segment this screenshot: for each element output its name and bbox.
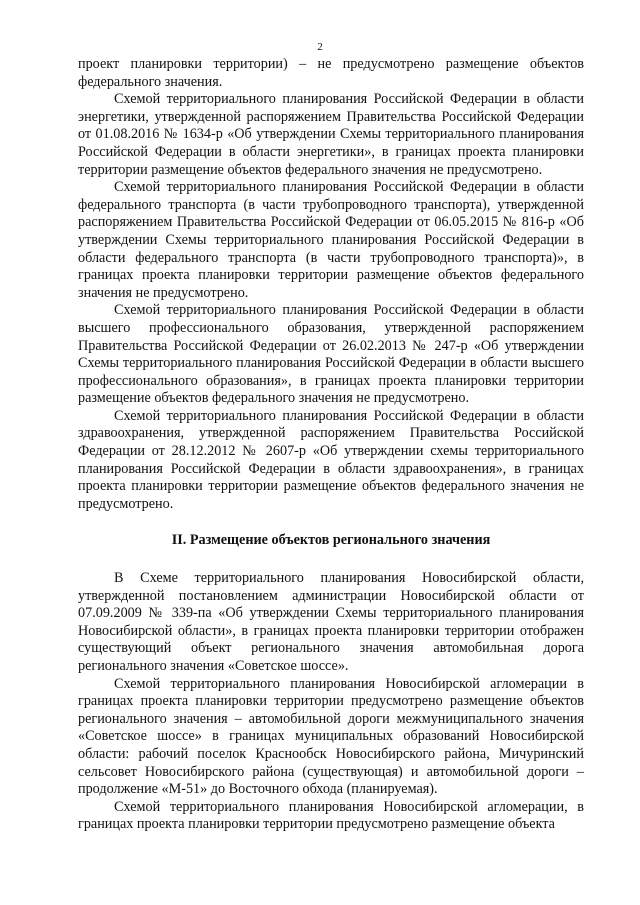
paragraph: Схемой территориального планирования Российской Федерации в области энергетики, утвержденной распоряжением Правительства Российской Федерации от 01.08.2016 № 1634-р «Об утверждении Схемы территориального планирования Российской Федерации в области энергетики», в границах проекта планировки территории размещение объектов федерального значения не предусмотрено. <box>78 91 584 178</box>
paragraph: Схемой территориального планирования Российской Федерации в области высшего профессионального образования, утвержденной распоряжением Правительства Российской Федерации от 26.02.2013 № 247-р «Об утверждении Схемы территориального планирования Российской Федерации в области высшего профессионального образования», в границах проекта планировки территории размещение объектов федерального значения не предусмотрено. <box>78 302 584 407</box>
page-number: 2 <box>317 41 323 53</box>
section-heading: II. Размещение объектов регионального значения <box>171 532 491 549</box>
document-body <box>78 56 584 834</box>
paragraph: Схемой территориального планирования Российской Федерации в области здравоохранения, утвержденной распоряжением Правительства Российской Федерации от 28.12.2012 № 2607-р «Об утверждении схемы территориального планирования Российской Федерации в области здравоохранения», в границах проекта планировки территории размещение объектов федерального значения не предусмотрено. <box>78 407 584 512</box>
paragraph: Схемой территориального планирования Новосибирской агломерации, в границах проекта планировки территории предусмотрено размещение объекта <box>78 798 584 833</box>
paragraph: Схемой территориального планирования Новосибирской агломерации в границах проекта планировки территории предусмотрено размещение объектов регионального значения – автомобильной дороги межмуниципального значения «Советское шоссе» в границах муниципальных образований Новосибирской области: рабочий поселок Краснообск Новосибирского района, Мичуринский сельсовет Новосибирского района (существующая) и автомобильной дороги – продолжение «М-51» до Восточного обхода (планируемая). <box>78 675 584 798</box>
paragraph: В Схеме территориального планирования Новосибирской области, утвержденной постановлением администрации Новосибирской области от 07.09.2009 № 339-па «Об утверждении Схемы территориального планирования Новосибирской области», в границах проекта планировки территории отображен существующий объект регионального значения автомобильная дорога регионального значения «Советское шоссе». <box>78 570 584 674</box>
paragraph: Схемой территориального планирования Российской Федерации в области федерального транспорта (в части трубопроводного транспорта), утвержденной распоряжением Правительства Российской Федерации от 06.05.2015 № 816-р «Об утверждении Схемы территориального планирования Российской Федерации в области федерального транспорта (в части трубопроводного транспорта)», в границах проекта планировки территории размещение объектов федерального значения не предусмотрено. <box>78 179 584 301</box>
paragraph: проект планировки территории) – не предусмотрено размещение объектов федерального значения. <box>78 56 584 90</box>
